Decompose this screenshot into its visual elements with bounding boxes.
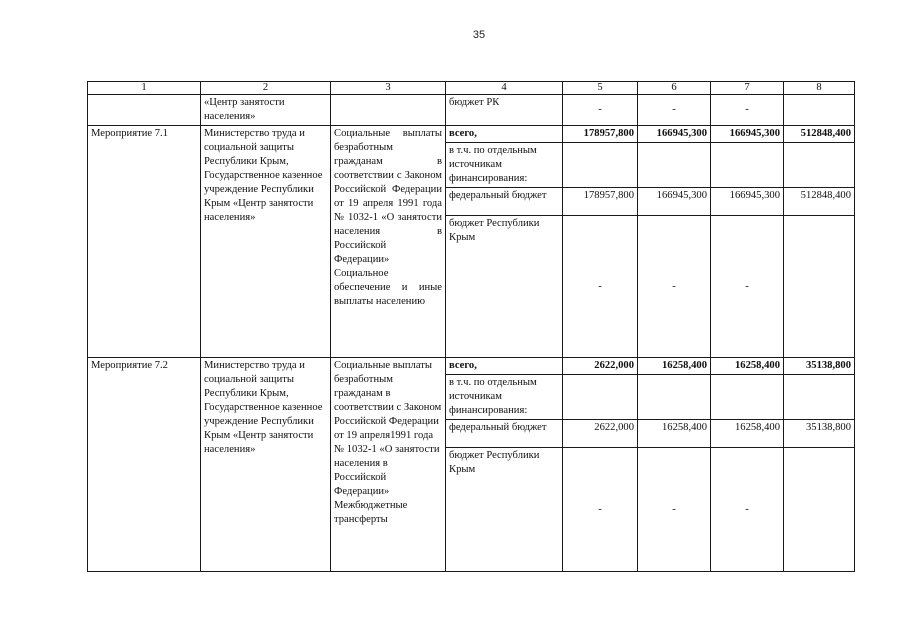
column-number-row: [88, 82, 855, 95]
continuation-row: [88, 95, 855, 126]
page-number: 35: [472, 29, 486, 41]
measure-7-2-total-label: всего,: [446, 358, 563, 375]
measure-7-1-federal-5: 178957,800: [563, 188, 638, 216]
col-header-8: 8: [784, 82, 855, 95]
measure-7-1-total-label: всего,: [446, 126, 563, 143]
measure-7-1-total-row: [88, 126, 855, 143]
measure-7-1-total-7: 166945,300: [711, 126, 784, 143]
measure-7-1-incl-label: в т.ч. по отдельным источникам финансирования:: [446, 143, 563, 188]
measure-7-2-regional-6: -: [638, 448, 711, 572]
measure-7-2-total-7: 16258,400: [711, 358, 784, 375]
measure-7-1-incl-7: [711, 143, 784, 188]
cont-value-7: -: [711, 95, 784, 126]
cont-value-5: -: [563, 95, 638, 126]
cont-measure-cell: [88, 95, 201, 126]
measure-7-2-federal-8: 35138,800: [784, 420, 855, 448]
measure-7-2-federal-6: 16258,400: [638, 420, 711, 448]
measure-7-2-incl-6: [638, 375, 711, 420]
measure-7-2-federal-7: 16258,400: [711, 420, 784, 448]
measure-7-1-regional-7: -: [711, 216, 784, 358]
col-header-1: 1: [88, 82, 201, 95]
financing-table: [87, 81, 855, 572]
measure-7-2-description: Социальные выплаты безработным гражданам в соответствии с Законом Российской Федерации от 19 апреля1991 года № 1032-1 «О занятости населения в Российской Федерации» Межбюджетные трансферты: [331, 358, 446, 572]
col-header-2: 2: [201, 82, 331, 95]
measure-7-2-incl-5: [563, 375, 638, 420]
measure-7-2-regional-8: [784, 448, 855, 572]
measure-7-2-total-row: [88, 358, 855, 375]
col-header-6: 6: [638, 82, 711, 95]
measure-7-1-total-5: 178957,800: [563, 126, 638, 143]
measure-7-1-federal-label: федеральный бюджет: [446, 188, 563, 216]
col-header-7: 7: [711, 82, 784, 95]
measure-7-1-executor: Министерство труда и социальной защиты Республики Крым, Государственное казенное учреждение Республики Крым «Центр занятости населения»: [201, 126, 331, 358]
col-header-3: 3: [331, 82, 446, 95]
measure-7-1-federal-8: 512848,400: [784, 188, 855, 216]
measure-7-2-executor: Министерство труда и социальной защиты Республики Крым, Государственное казенное учреждение Республики Крым «Центр занятости населения»: [201, 358, 331, 572]
cont-value-6: -: [638, 95, 711, 126]
measure-7-1-federal-6: 166945,300: [638, 188, 711, 216]
measure-7-2-federal-5: 2622,000: [563, 420, 638, 448]
cont-value-8: [784, 95, 855, 126]
measure-7-1-federal-7: 166945,300: [711, 188, 784, 216]
measure-7-2-regional-7: -: [711, 448, 784, 572]
cont-executor: «Центр занятости населения»: [201, 95, 331, 126]
measure-7-2-incl-label: в т.ч. по отдельным источникам финансирования:: [446, 375, 563, 420]
col-header-5: 5: [563, 82, 638, 95]
measure-7-2-incl-8: [784, 375, 855, 420]
measure-7-2-name: Мероприятие 7.2: [88, 358, 201, 572]
measure-7-2-federal-label: федеральный бюджет: [446, 420, 563, 448]
measure-7-2-incl-7: [711, 375, 784, 420]
cont-source: бюджет РК: [446, 95, 563, 126]
measure-7-1-description: Социальные выплаты безработным гражданам в соответствии с Законом Российской Федерации от 19 апреля 1991 года № 1032-1 «О занятости населения в Российской Федерации» Социальное обеспечение и иные выплаты населению: [331, 126, 446, 358]
measure-7-1-name: Мероприятие 7.1: [88, 126, 201, 358]
measure-7-1-regional-5: -: [563, 216, 638, 358]
col-header-4: 4: [446, 82, 563, 95]
measure-7-1-regional-6: -: [638, 216, 711, 358]
measure-7-1-incl-8: [784, 143, 855, 188]
measure-7-1-total-8: 512848,400: [784, 126, 855, 143]
measure-7-1-incl-6: [638, 143, 711, 188]
measure-7-2-total-8: 35138,800: [784, 358, 855, 375]
measure-7-1-regional-label: бюджет Республики Крым: [446, 216, 563, 358]
measure-7-1-total-6: 166945,300: [638, 126, 711, 143]
measure-7-2-total-5: 2622,000: [563, 358, 638, 375]
cont-description-cell: [331, 95, 446, 126]
measure-7-1-regional-8: [784, 216, 855, 358]
measure-7-1-incl-5: [563, 143, 638, 188]
measure-7-2-regional-5: -: [563, 448, 638, 572]
measure-7-2-total-6: 16258,400: [638, 358, 711, 375]
measure-7-2-regional-label: бюджет Республики Крым: [446, 448, 563, 572]
